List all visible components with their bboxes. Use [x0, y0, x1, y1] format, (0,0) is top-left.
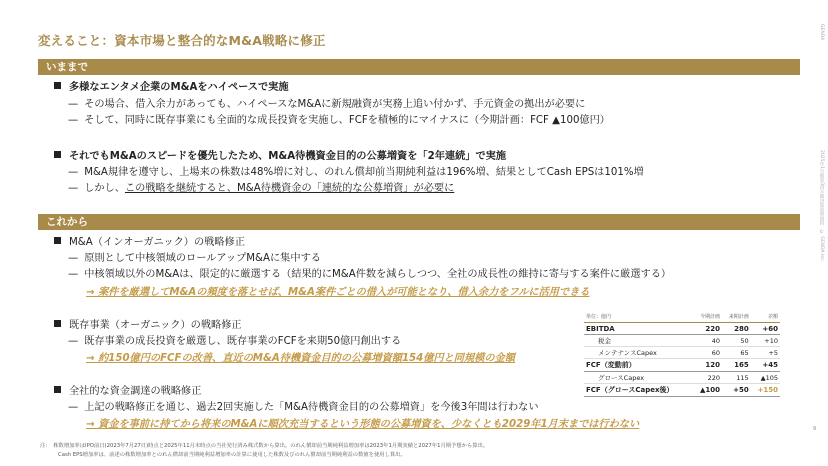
sub-item: — M&A規律を遵守し、上場来の株数は48%増に対し、のれん償却前当期純利益は196%増、結果としてCash EPSは101%増: [68, 167, 644, 178]
cell-next: +50: [722, 384, 751, 397]
row-label: FCF（グロースCapex後）: [584, 384, 693, 397]
conclusion-text: → 資金を事前に持てから将来のM&Aに順次充当するという形態の公募増資を、少なくとも2029年1月末までは行わない: [86, 419, 640, 430]
cell-current: 220: [693, 323, 722, 335]
row-label: 税金: [584, 335, 693, 347]
cell-diff: +5: [751, 347, 780, 359]
section-header-before: いままで: [38, 59, 800, 75]
table-header: 今期計画: [693, 311, 722, 323]
row-label: グロースCapex: [584, 372, 693, 384]
page-number: 9: [812, 426, 816, 432]
cell-current: 120: [693, 359, 722, 372]
cell-next: 50: [722, 335, 751, 347]
row-label: メンテナンスCapex: [584, 347, 693, 359]
sub-item: — 既存事業の成長投資を厳選し、既存事業のFCFを来期50億円創出する: [68, 336, 402, 347]
table-header: 単位：億円: [584, 311, 693, 323]
side-logo: GENDA: [819, 24, 824, 41]
table-row: [584, 323, 780, 335]
cell-current: 40: [693, 335, 722, 347]
cell-next: 280: [722, 323, 751, 335]
cell-diff: +60: [751, 323, 780, 335]
sub-item: — 中核領域以外のM&Aは、限定的に厳選する（結果的にM&A件数を減らしつつ、全社の成長性の維持に寄与する案件に厳選する）: [68, 269, 672, 280]
square-bullet-icon: [54, 237, 61, 244]
sub-item: — そして、同時に既存事業にも全面的な成長投資を実施し、FCFを積極的にマイナスに（今期計画：FCF ▲100億円）: [68, 115, 610, 126]
sub-item: — その場合、借入余力があっても、ハイペースなM&Aに新規融資が実務上追い付かず、手元資金の拠出が必要に: [68, 99, 586, 110]
sub-item: — 上記の戦略修正を通じ、過去2回実施した「M&A待機資金目的の公募増資」を今後3年間は行わない: [68, 402, 539, 413]
table-row: [584, 347, 780, 359]
table-header: 来期計画: [722, 311, 751, 323]
bullet-item: 多様なエンタメ企業のM&Aをハイペースで実施: [54, 81, 289, 95]
table-row: [584, 359, 780, 372]
table-row: [584, 335, 780, 347]
bullet-item: M&A（インオーガニック）の戦略修正: [54, 236, 245, 250]
table-row: [584, 384, 780, 397]
conclusion-text: → 案件を厳選してM&Aの頻度を落とせば、M&A案件ごとの借入が可能となり、借入余力をフルに活用できる: [86, 287, 590, 298]
bullet-item: 既存事業（オーガニック）の戦略修正: [54, 319, 242, 333]
square-bullet-icon: [54, 82, 61, 89]
cell-diff: +150: [751, 384, 780, 397]
row-label: FCF（変動前）: [584, 359, 693, 372]
bullet-item: それでもM&Aのスピードを優先したため、M&A待機資金目的の公募増資を「2年連続」で実施: [54, 150, 506, 164]
emphasis-text: この戦略を継続すると、M&A待機資金の「連続的な公募増資」が必要に: [124, 183, 455, 194]
square-bullet-icon: [54, 151, 61, 158]
square-bullet-icon: [54, 320, 61, 327]
sub-item: — しかし、この戦略を継続すると、M&A待機資金の「連続的な公募増資」が必要に: [68, 183, 455, 194]
fcf-table: [584, 311, 780, 397]
conclusion-text: → 約150億円のFCFの改善、直近のM&A待機資金目的の公募増資額154億円と同規模の金額: [86, 353, 515, 364]
side-report-label: 2025年1月期第3四半期決算説明資料: [819, 150, 824, 226]
bullet-item: 全社的な資金調達の戦略修正: [54, 385, 201, 399]
cell-current: 220: [693, 372, 722, 384]
footnote: 注： 株数増加率はIPO前日(2023年7月27日)時点と2025年11月末時点の当社発行済み株式数から算出。のれん償却前当期純利益増加率は2023年1月期実績と2027年1月期予想から算出。: [40, 443, 489, 449]
cell-diff: +45: [751, 359, 780, 372]
footnote: Cash EPS増加率は、前述の株数増加率とのれん償却前当期純利益増加率の計算に使用した株数及びのれん償却前当期純利益の数値を使用し算出。: [58, 452, 406, 458]
cell-next: 115: [722, 372, 751, 384]
row-label: EBITDA: [584, 323, 693, 335]
cell-diff: ▲105: [751, 372, 780, 384]
sub-item: — 原則として中核領域のロールアップM&Aに集中する: [68, 253, 321, 264]
table-header-row: [584, 311, 780, 323]
table-header: 差額: [751, 311, 780, 323]
side-copyright: © GENDA Inc.: [819, 230, 824, 263]
cell-current: ▲100: [693, 384, 722, 397]
cell-current: 60: [693, 347, 722, 359]
square-bullet-icon: [54, 386, 61, 393]
page-title: 変えること：資本市場と整合的なM&A戦略に修正: [38, 33, 326, 48]
table-row: [584, 372, 780, 384]
cell-diff: +10: [751, 335, 780, 347]
cell-next: 165: [722, 359, 751, 372]
section-header-after: これから: [38, 214, 800, 230]
cell-next: 65: [722, 347, 751, 359]
